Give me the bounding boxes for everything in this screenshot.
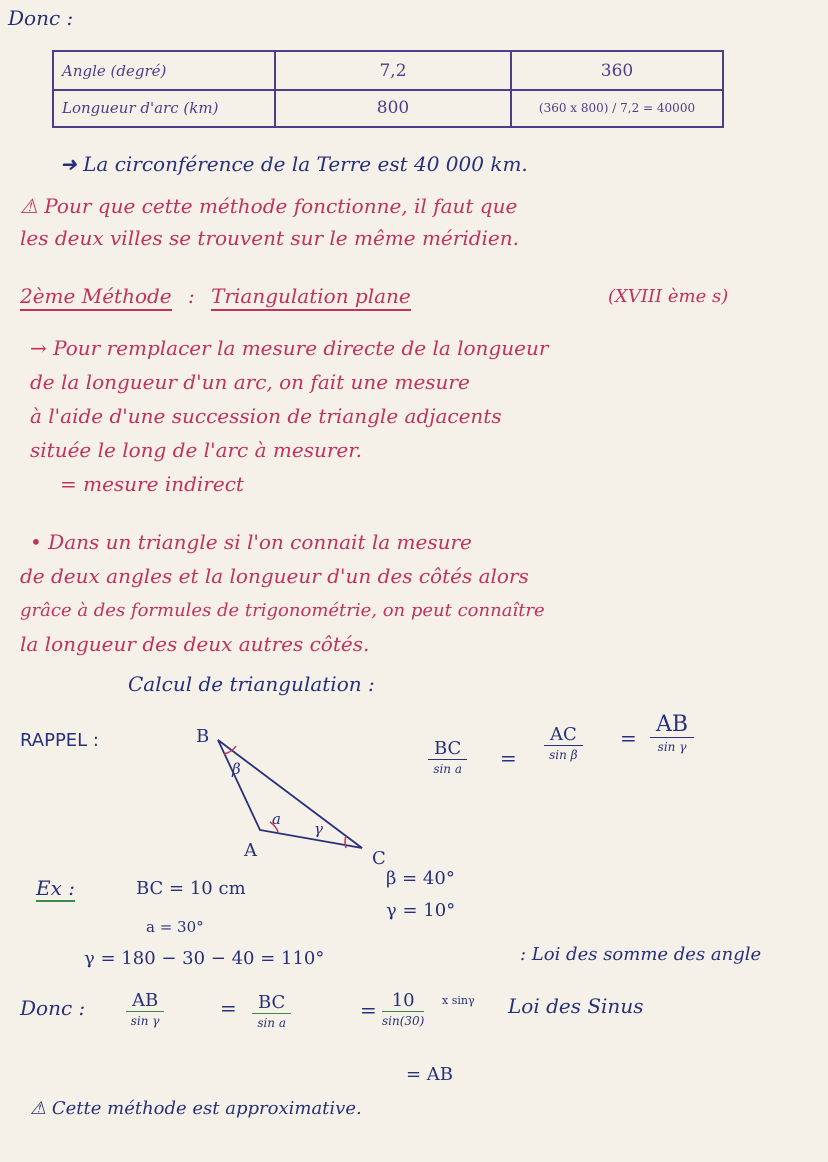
para2-line-4: la longueur des deux autres côtés. (20, 632, 370, 656)
arrow-icon: ➜ (60, 152, 84, 176)
table-cell-text: 360 (600, 60, 634, 81)
equals-sign: = (620, 726, 637, 750)
table-cell (276, 89, 512, 126)
method2-name: Triangulation plane (211, 284, 411, 311)
table-cell (276, 52, 512, 89)
table-cell-text: 800 (376, 97, 410, 118)
example-sum-line: γ = 180 − 30 − 40 = 110° (84, 948, 325, 969)
table-cell (512, 52, 722, 89)
method2-century: (XVIII ème s) (608, 286, 729, 307)
fraction-numerator: AB (126, 990, 164, 1012)
fraction-denominator: sin a (257, 1016, 287, 1030)
method2-colon: : (188, 284, 195, 308)
fraction-denominator: sin β (549, 748, 578, 762)
triangle-shape (218, 740, 362, 848)
para2-line-3: grâce à des formules de trigonométrie, on peut connaître (20, 600, 545, 621)
example-a: a = 30° (146, 918, 204, 936)
method2-heading (20, 284, 411, 308)
table-cell-text: Longueur d'arc (km) (62, 98, 219, 117)
warning-line-1: ⚠ Pour que cette méthode fonctionne, il faut que (20, 194, 518, 218)
table-cell-text: 7,2 (379, 60, 407, 81)
table-cell (54, 89, 276, 126)
example-sin-factor: x sinγ (442, 994, 475, 1007)
para1-line-5: = mesure indirect (60, 472, 244, 496)
example-bc: BC = 10 cm (136, 878, 246, 899)
vertex-b-label: B (196, 726, 210, 747)
fraction-ac-sinb (544, 724, 583, 762)
para2-line-1: • Dans un triangle si l'on connait la mesure (30, 530, 472, 554)
example-donc: Donc : (20, 996, 86, 1020)
table-row (54, 89, 722, 126)
example-sinus-note: Loi des Sinus (508, 994, 644, 1018)
conclusion-text: La circonférence de la Terre est 40 000 km. (83, 152, 528, 176)
fraction-numerator: BC (252, 992, 291, 1014)
fraction-ab-sing (650, 712, 694, 754)
table-cell (54, 52, 276, 89)
table-cell-text: (360 x 800) / 7,2 = 40000 (538, 100, 696, 115)
warning-line-2: les deux villes se trouvent sur le même méridien. (20, 226, 519, 250)
fraction-numerator: BC (428, 738, 467, 760)
vertex-c-label: C (372, 848, 386, 869)
donc-heading: Donc : (8, 6, 74, 30)
example-b: β = 40° (386, 868, 455, 889)
equals-sign: = (360, 998, 377, 1022)
table-row (54, 52, 722, 91)
fraction-ab-sing-example (126, 990, 164, 1028)
calcul-title: Calcul de triangulation : (128, 672, 375, 696)
example-result: = AB (406, 1064, 454, 1085)
vertex-a-label: A (244, 840, 257, 861)
fraction-denominator: sin γ (130, 1014, 160, 1028)
angle-a-label: a (272, 810, 281, 828)
fraction-bc-sina (428, 738, 467, 776)
para1-line-3: à l'aide d'une succession de triangle adjacents (30, 404, 502, 428)
rappel-label: RAPPEL : (20, 730, 99, 751)
para1-line-4: située le long de l'arc à mesurer. (30, 438, 362, 462)
triangle-diagram (180, 724, 380, 874)
table-cell-text: Angle (degré) (62, 61, 167, 80)
fraction-numerator: AC (544, 724, 583, 746)
conclusion-line (60, 152, 528, 176)
para1-line-1: → Pour remplacer la mesure directe de la longueur (30, 336, 549, 360)
angle-b-label: β (232, 760, 241, 778)
fraction-denominator: sin a (433, 762, 463, 776)
fraction-numerator: 10 (382, 990, 424, 1012)
example-sum-note: : Loi des somme des angle (520, 944, 762, 965)
method2-number: 2ème Méthode (20, 284, 172, 311)
table-cell (512, 89, 722, 126)
para1-line-2: de la longueur d'un arc, on fait une mesure (30, 370, 470, 394)
equals-sign: = (500, 746, 517, 770)
final-note: ⚠ Cette méthode est approximative. (30, 1098, 362, 1119)
example-label: Ex : (36, 876, 75, 900)
fraction-denominator: sin γ (657, 740, 687, 754)
angle-g-label: γ (314, 820, 323, 838)
proportion-table (52, 50, 724, 128)
fraction-denominator: sin(30) (382, 1014, 425, 1028)
example-g: γ = 10° (386, 900, 456, 921)
angle-g-arc (345, 836, 346, 848)
fraction-numerator: AB (650, 712, 694, 738)
equals-sign: = (220, 996, 237, 1020)
para2-line-2: de deux angles et la longueur d'un des côtés alors (20, 564, 529, 588)
fraction-10-sin30 (382, 990, 424, 1028)
fraction-bc-sina-example (252, 992, 291, 1030)
